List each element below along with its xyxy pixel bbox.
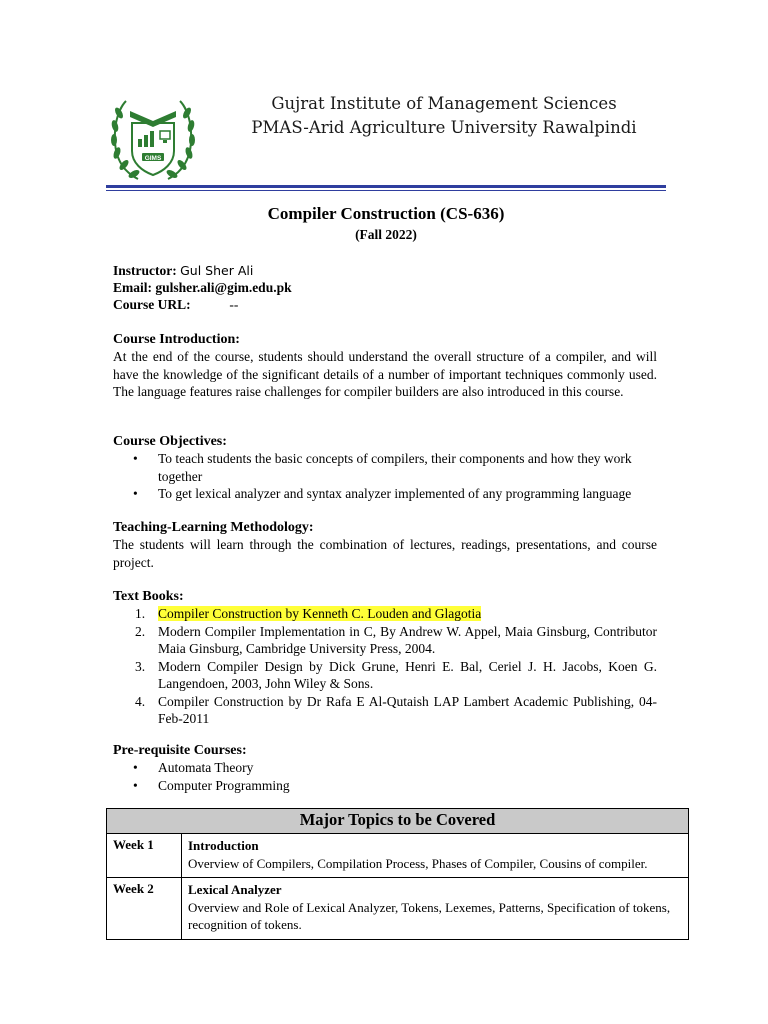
institute-logo bbox=[108, 93, 198, 185]
table-header-row bbox=[107, 809, 689, 834]
textbooks-list bbox=[113, 605, 657, 728]
topic-title: Introduction bbox=[188, 838, 259, 853]
section-heading: Pre-requisite Courses: bbox=[113, 743, 247, 758]
list-item: 3. Modern Compiler Design by Dick Grune, Henri E. Bal, Ceriel J. H. Jacobs, Koen G. Langendoen, 2003, John Wiley & Sons. bbox=[135, 658, 657, 691]
email-label: Email: bbox=[113, 280, 152, 295]
email-line bbox=[113, 279, 292, 296]
prerequisite-courses bbox=[113, 742, 657, 794]
instructor-line bbox=[113, 262, 253, 279]
topic-desc: Overview of Compilers, Compilation Process, Phases of Compiler, Cousins of compiler. bbox=[188, 855, 648, 871]
list-item: • To get lexical analyzer and syntax analyzer implemented of any programming language bbox=[133, 486, 632, 501]
list-item: 4. Compiler Construction by Dr Rafa E Al-Qutaish LAP Lambert Academic Publishing, 04-Feb-2011 bbox=[135, 693, 657, 726]
table-row bbox=[107, 878, 689, 940]
instructor-name: Gul Sher Ali bbox=[180, 263, 254, 278]
highlighted-book: Compiler Construction by Kenneth C. Louden and Glagotia bbox=[158, 606, 482, 621]
university-name: PMAS-Arid Agriculture University Rawalpindi bbox=[251, 118, 637, 137]
prereq-list bbox=[113, 759, 657, 794]
list-item: • Automata Theory bbox=[133, 760, 254, 775]
header-rule bbox=[106, 185, 666, 188]
methodology-text: The students will learn through the combination of lectures, readings, presentations, and course project. bbox=[113, 537, 657, 570]
list-item: • Computer Programming bbox=[133, 777, 290, 793]
email-value: gulsher.ali@gim.edu.pk bbox=[155, 280, 292, 295]
list-item: 2. Modern Compiler Implementation in C, By Andrew W. Appel, Maia Ginsburg, Contributor Maia Ginsburg, Cambridge University Press, 2004. bbox=[135, 623, 657, 656]
topic-cell bbox=[182, 878, 689, 940]
table-heading: Major Topics to be Covered bbox=[107, 809, 689, 834]
course-objectives bbox=[113, 433, 657, 503]
institute-header bbox=[244, 92, 644, 140]
section-heading: Course Objectives: bbox=[113, 434, 227, 449]
intro-text: At the end of the course, students should understand the overall structure of a compiler, and will have the knowledge of the significant details of a number of important techniques commonly used. The language features raise challenges for compiler builders are also introduced in this course. bbox=[113, 349, 657, 399]
course-term: (Fall 2022) bbox=[355, 227, 417, 242]
institute-name: Gujrat Institute of Management Sciences bbox=[271, 94, 617, 113]
section-heading: Teaching-Learning Methodology: bbox=[113, 520, 314, 535]
section-heading: Text Books: bbox=[113, 589, 184, 604]
course-title: Compiler Construction (CS-636) bbox=[267, 204, 505, 223]
text-books bbox=[113, 588, 657, 728]
objectives-list bbox=[113, 450, 657, 503]
course-introduction bbox=[113, 331, 657, 401]
topic-cell bbox=[182, 834, 689, 878]
list-item: • To teach students the basic concepts of compilers, their components and how they work together bbox=[133, 451, 632, 484]
teaching-methodology bbox=[113, 519, 657, 571]
week-cell: Week 1 bbox=[107, 834, 182, 878]
section-heading: Course Introduction: bbox=[113, 332, 240, 347]
instructor-label: Instructor: bbox=[113, 263, 177, 278]
table-row bbox=[107, 834, 689, 878]
topics-table bbox=[106, 808, 689, 940]
list-item: 1. Compiler Construction by Kenneth C. Louden and Glagotia bbox=[135, 606, 482, 621]
topic-desc: Overview and Role of Lexical Analyzer, Tokens, Lexemes, Patterns, Specification of tokens, recognition of tokens. bbox=[188, 899, 671, 932]
week-cell: Week 2 bbox=[107, 878, 182, 940]
header-rule-thin bbox=[106, 190, 666, 191]
topic-title: Lexical Analyzer bbox=[188, 882, 282, 897]
svg-text:GIMS: GIMS bbox=[144, 155, 162, 162]
course-url-label: Course URL: bbox=[113, 297, 191, 312]
course-url-line bbox=[113, 296, 238, 313]
course-url-value: -- bbox=[229, 297, 239, 312]
